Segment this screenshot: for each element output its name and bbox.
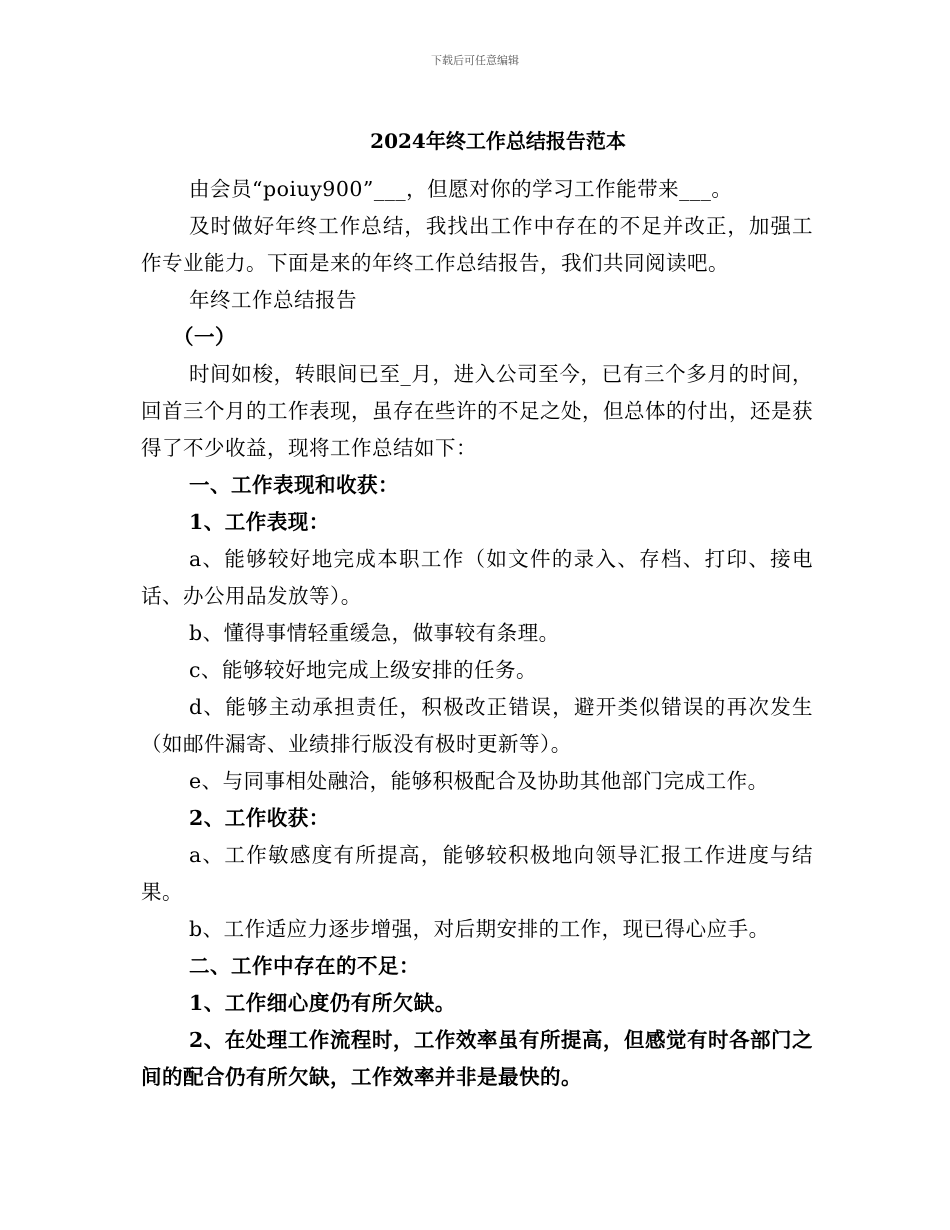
list-item-performance-a: a、能够较好地完成本职工作（如文件的录入、存档、打印、接电话、办公用品发放等）。 (141, 547, 813, 608)
list-item-gains-a: a、工作敏感度有所提高，能够较积极地向领导汇报工作进度与结果。 (141, 843, 813, 904)
paragraph-report-title: 年终工作总结报告 (189, 288, 357, 312)
list-item-performance-e: e、与同事相处融洽，能够积极配合及协助其他部门完成工作。 (189, 769, 769, 793)
heading-performance: 1、工作表现： (189, 510, 330, 534)
list-item-performance-c: c、能够较好地完成上级安排的任务。 (189, 658, 537, 682)
list-item-performance-d: d、能够主动承担责任，积极改正错误，避开类似错误的再次发生（如邮件漏寄、业绩排行版没有极时更新等）。 (141, 695, 813, 756)
list-item-shortcomings-2: 2、在处理工作流程时，工作效率虽有所提高，但感觉有时各部门之间的配合仍有所欠缺，工作效率并非是最快的。 (141, 1028, 813, 1089)
paragraph-intro: 由会员“poiuy900”___，但愿对你的学习工作能带来___。 (189, 177, 733, 201)
heading-gains: 2、工作收获： (189, 806, 330, 830)
document-body (141, 171, 813, 1096)
list-item-shortcomings-1: 1、工作细心度仍有所欠缺。 (189, 991, 456, 1015)
list-item-gains-b: b、工作适应力逐步增强，对后期安排的工作，现已得心应手。 (189, 917, 770, 941)
paragraph-opening: 时间如梭，转眼间已至_月，进入公司至今，已有三个多月的时间，回首三个月的工作表现，虽存在些许的不足之处，但总体的付出，还是获得了不少收益，现将工作总结如下： (141, 362, 813, 460)
header-note: 下载后可任意编辑 (431, 54, 519, 67)
list-item-performance-b: b、懂得事情轻重缓急，做事较有条理。 (189, 621, 560, 645)
heading-performance-and-gains: 一、工作表现和收获： (189, 473, 399, 497)
document-title: 2024年终工作总结报告范本 (370, 129, 626, 153)
section-number: （一） (173, 325, 236, 349)
heading-shortcomings: 二、工作中存在的不足： (189, 954, 420, 978)
paragraph-summary: 及时做好年终工作总结，我找出工作中存在的不足并改正，加强工作专业能力。下面是来的年终工作总结报告，我们共同阅读吧。 (141, 214, 813, 275)
